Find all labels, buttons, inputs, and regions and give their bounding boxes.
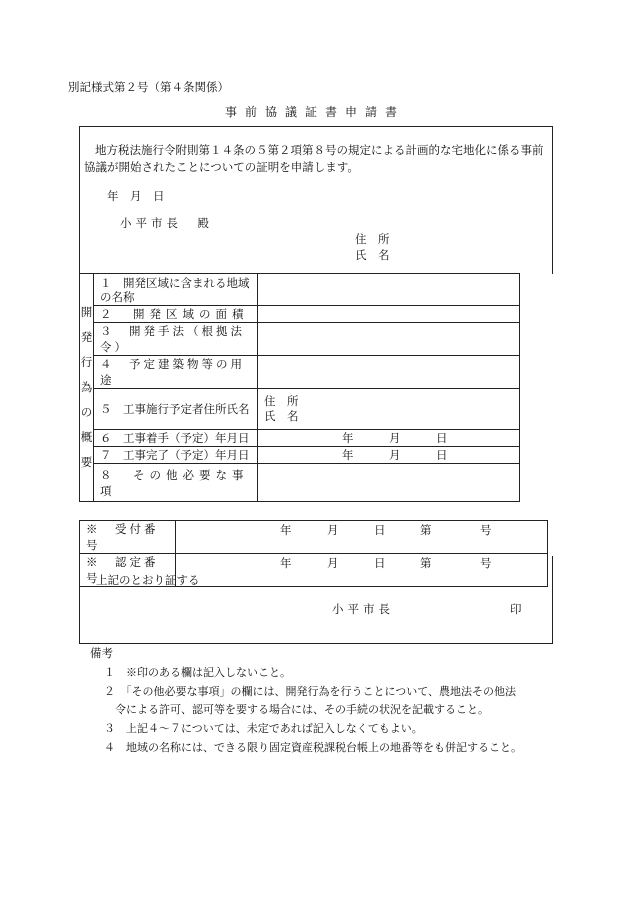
- application-date-line: 年 月 日: [107, 189, 165, 203]
- note-item: 令による許可、認可等を要する場合には、その手続の状況を記載すること。: [115, 703, 489, 716]
- row-label-contractor: ５ 工事施行予定者住所氏名: [94, 389, 258, 430]
- reception-no-suffix: 号: [480, 523, 492, 537]
- value-area-name[interactable]: [258, 274, 520, 306]
- row-label-usage: ４ 予定建築物等の用途: [94, 356, 258, 389]
- side-char: 開: [80, 305, 93, 319]
- certifying-mayor: 小平市長: [332, 602, 394, 616]
- note-item: １ ※印のある欄は記入しないこと。: [104, 666, 291, 679]
- start-year: 年: [342, 431, 354, 445]
- approval-no-suffix: 号: [480, 556, 492, 570]
- reception-number-label: ※ 受付番号: [80, 521, 176, 554]
- reception-month: 月: [327, 523, 339, 537]
- value-start-date[interactable]: [258, 430, 520, 447]
- notes-heading: 備考: [90, 646, 113, 660]
- end-month: 月: [389, 448, 401, 462]
- approval-year: 年: [280, 556, 292, 570]
- side-char: 発: [80, 330, 93, 344]
- note-item: ３ 上記４～７については、未定であれば記入しなくてもよい。: [104, 722, 423, 735]
- row-label-method: ３ 開発手法（根拠法令）: [94, 323, 258, 356]
- value-method[interactable]: [258, 323, 520, 356]
- value-end-date[interactable]: [258, 447, 520, 464]
- approval-number-label: ※ 認定番号: [80, 554, 176, 587]
- certification-block: [79, 556, 553, 644]
- approval-no-prefix: 第: [420, 556, 432, 570]
- start-day: 日: [436, 431, 448, 445]
- form-number: 別記様式第２号（第４条関係）: [68, 80, 229, 94]
- row-label-other: ８ その他必要な事項: [94, 464, 258, 502]
- note-item: ４ 地域の名称には、できる限り固定資産税課税台帳上の地番等をも併記すること。: [104, 741, 522, 754]
- application-statement: 地方税法施行令附則第１４条の５第２項第８号の規定による計画的な宅地化に係る事前協議が開始されたことについての証明を申請します。: [84, 143, 544, 174]
- reception-no-prefix: 第: [420, 523, 432, 537]
- end-year: 年: [342, 448, 354, 462]
- row-label-start-date: ６ 工事着手（予定）年月日: [94, 430, 258, 447]
- side-char: 要: [80, 455, 93, 469]
- reception-number-value[interactable]: [176, 521, 548, 554]
- contractor-address-label: 住 所: [264, 394, 299, 408]
- note-item: ２ 「その他必要な事項」の欄には、開発行為を行うことについて、農地法その他法: [104, 685, 517, 698]
- applicant-name-label: 氏 名: [355, 248, 390, 262]
- reception-day: 日: [374, 523, 386, 537]
- side-char: 為: [80, 380, 93, 394]
- seal-mark: 印: [510, 602, 522, 616]
- applicant-address-label: 住 所: [355, 232, 390, 246]
- addressee: 小平市長 殿: [120, 216, 213, 230]
- side-char: 行: [80, 355, 93, 369]
- row-label-area-name: １ 開発区域に含まれる地域の名称: [94, 274, 258, 306]
- value-contractor[interactable]: [258, 389, 520, 430]
- end-day: 日: [436, 448, 448, 462]
- side-char: の: [80, 405, 93, 419]
- certification-text: 上記のとおり証する: [96, 573, 200, 587]
- value-other[interactable]: [258, 464, 520, 502]
- row-label-end-date: ７ 工事完了（予定）年月日: [94, 447, 258, 464]
- approval-day: 日: [374, 556, 386, 570]
- contractor-name-label: 氏 名: [264, 409, 299, 423]
- value-area[interactable]: [258, 306, 520, 323]
- development-overview-table: [79, 273, 520, 502]
- overview-side-label: [80, 274, 94, 502]
- page-title: 事前協議証書申請書: [224, 105, 405, 119]
- value-usage[interactable]: [258, 356, 520, 389]
- start-month: 月: [389, 431, 401, 445]
- reception-year: 年: [280, 523, 292, 537]
- row-label-area: ２ 開発区域の面積: [94, 306, 258, 323]
- side-char: 概: [80, 430, 93, 444]
- approval-month: 月: [327, 556, 339, 570]
